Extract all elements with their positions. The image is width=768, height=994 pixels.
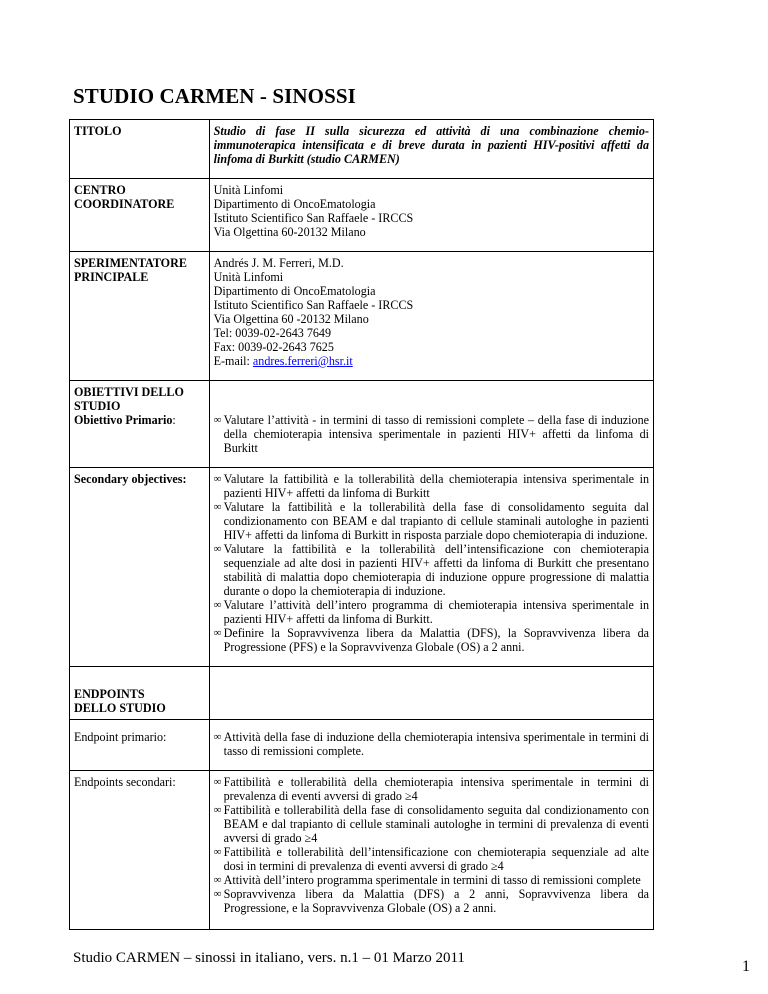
row-endpoint-primario <box>70 720 654 771</box>
list-item: ∞ Valutare l’attività dell’intero programma di chemioterapia intensiva sperimentale in pazienti HIV+ affetti da linfoma di Burkitt. <box>213 598 649 626</box>
bullet-icon: ∞ <box>213 501 222 513</box>
study-title-text: Studio di fase II sulla sicurezza ed attività di una combinazione chemio-immunoterapica intensificata e di breve durata in pazienti HIV-positivi affetti da linfoma di Burkitt (studio CARMEN) <box>213 124 649 166</box>
content-secondary-objectives <box>209 468 653 667</box>
primary-objective-list <box>214 413 649 455</box>
label-line: SPERIMENTATORE <box>74 256 187 270</box>
content-obiettivi <box>209 381 653 468</box>
label-line: OBIETTIVI DELLO <box>74 385 184 399</box>
label-titolo: TITOLO <box>70 120 210 179</box>
label-secondary-objectives: Secondary objectives: <box>70 468 210 667</box>
row-obiettivi <box>70 381 654 468</box>
label-obiettivi <box>70 381 210 468</box>
label-endpoint-primario: Endpoint primario: <box>70 720 210 771</box>
bullet-icon: ∞ <box>213 804 222 816</box>
content-endpoint-primario <box>209 720 653 771</box>
list-item: ∞ Valutare la fattibilità e la tollerabilità dell’intensificazione con chemioterapia sequenziale ad alte dosi in pazienti HIV+ affetti da linfoma di Burkitt che presentano stabilità di malattia dopo chemioterapia di induzione oppure progressione di malattia durante o dopo la chemioterapia di induzione. <box>213 542 649 598</box>
label-sperimentatore-principale <box>70 252 210 381</box>
address-line: Via Olgettina 60-20132 Milano <box>213 225 366 239</box>
row-endpoints-header <box>70 667 654 720</box>
list-item: ∞ Fattibilità e tollerabilità della fase di consolidamento seguita dal condizionamento con BEAM e dal trapianto di cellule staminali autologhe in termini di prevalenza di eventi avversi di grado ≥4 <box>213 803 649 845</box>
content-endpoints-header <box>209 667 653 720</box>
bullet-icon: ∞ <box>213 731 222 743</box>
bullet-icon: ∞ <box>213 627 222 639</box>
contact-line: Unità Linfomi <box>213 270 284 284</box>
address-line: Unità Linfomi <box>213 183 284 197</box>
label-line: CENTRO <box>74 183 126 197</box>
bullet-icon: ∞ <box>213 776 222 788</box>
contact-line: Via Olgettina 60 -20132 Milano <box>213 312 369 326</box>
label-line: COORDINATORE <box>74 197 175 211</box>
fax-line: Fax: 0039-02-2643 7625 <box>213 340 334 354</box>
list-item: ∞ Attività dell’intero programma sperimentale in termini di tasso di remissioni complete <box>213 873 641 887</box>
list-item: ∞ Sopravvivenza libera da Malattia (DFS) a 2 anni, Sopravvivenza libera da Progressione, e la Sopravvivenza Globale (OS) a 2 anni. <box>213 887 649 915</box>
bullet-icon: ∞ <box>213 473 222 485</box>
email-line <box>214 354 649 368</box>
label-centro-coordinatore <box>70 179 210 252</box>
address-line: Istituto Scientifico San Raffaele - IRCCS <box>213 211 414 225</box>
label-line: ENDPOINTS <box>74 687 145 701</box>
page-number: 1 <box>742 958 750 975</box>
contact-line: Dipartimento di OncoEmatologia <box>213 284 376 298</box>
list-item: ∞ Fattibilità e tollerabilità della chemioterapia intensiva sperimentale in termini di prevalenza di eventi avversi di grado ≥4 <box>213 775 649 803</box>
page-footer: Studio CARMEN – sinossi in italiano, vers. n.1 – 01 Marzo 2011 <box>73 950 465 966</box>
list-item: ∞ Valutare la fattibilità e la tollerabilità della fase di consolidamento seguita dal condizionamento con BEAM e dal trapianto di cellule staminali autologhe in pazienti HIV+ affetti da linfoma di Burkitt in risposta parziale dopo chemioterapia di induzione. <box>213 500 649 542</box>
label-line: DELLO STUDIO <box>74 701 166 715</box>
row-titolo <box>70 120 654 179</box>
page-title: STUDIO CARMEN - SINOSSI <box>73 84 356 108</box>
bullet-icon: ∞ <box>213 888 222 900</box>
contact-line: Istituto Scientifico San Raffaele - IRCCS <box>213 298 414 312</box>
bullet-icon: ∞ <box>213 599 222 611</box>
address-line: Dipartimento di OncoEmatologia <box>213 197 376 211</box>
row-sperimentatore-principale <box>70 252 654 381</box>
content-sperimentatore-principale <box>209 252 653 381</box>
secondary-endpoints-list <box>214 775 649 915</box>
label-endpoints-secondari: Endpoints secondari: <box>70 771 210 930</box>
list-item: ∞ Definire la Sopravvivenza libera da Malattia (DFS), la Sopravvivenza libera da Progressione (PFS) e la Sopravvivenza Globale (OS) a 2 anni. <box>213 626 649 654</box>
content-titolo <box>209 120 653 179</box>
primary-endpoint-list <box>214 730 649 758</box>
bullet-icon: ∞ <box>213 543 222 555</box>
email-link[interactable]: andres.ferreri@hsr.it <box>252 354 353 368</box>
contact-line: Andrés J. M. Ferreri, M.D. <box>213 256 344 270</box>
label-endpoints <box>70 667 210 720</box>
bullet-icon: ∞ <box>213 874 222 886</box>
bullet-icon: ∞ <box>213 414 222 426</box>
content-endpoints-secondari <box>209 771 653 930</box>
list-item: ∞ Fattibilità e tollerabilità dell’intensificazione con chemioterapia sequenziale ad alte dosi in termini di prevalenza di eventi avversi di grado ≥4 <box>213 845 649 873</box>
bullet-icon: ∞ <box>213 846 222 858</box>
secondary-objectives-list <box>214 472 649 654</box>
phone-line: Tel: 0039-02-2643 7649 <box>213 326 332 340</box>
row-secondary-objectives <box>70 468 654 667</box>
row-endpoints-secondari <box>70 771 654 930</box>
synopsis-table <box>69 119 654 930</box>
label-line: PRINCIPALE <box>74 270 149 284</box>
row-centro-coordinatore <box>70 179 654 252</box>
email-prefix: E-mail: <box>213 354 253 368</box>
list-item: ∞ Valutare l’attività - in termini di tasso di remissioni complete – della fase di induzione della chemioterapia intensiva sperimentale in pazienti HIV+ affetti da linfoma di Burkitt <box>213 413 649 455</box>
list-item: ∞ Valutare la fattibilità e la tollerabilità della chemioterapia intensiva sperimentale in pazienti HIV+ affetti da linfoma di Burkitt <box>213 472 649 500</box>
content-centro-coordinatore <box>209 179 653 252</box>
label-line: STUDIO <box>74 399 121 413</box>
list-item: ∞ Attività della fase di induzione della chemioterapia intensiva sperimentale in termini di tasso di remissioni complete. <box>213 730 649 758</box>
label-obiettivo-primario: Obiettivo Primario: <box>74 413 176 427</box>
